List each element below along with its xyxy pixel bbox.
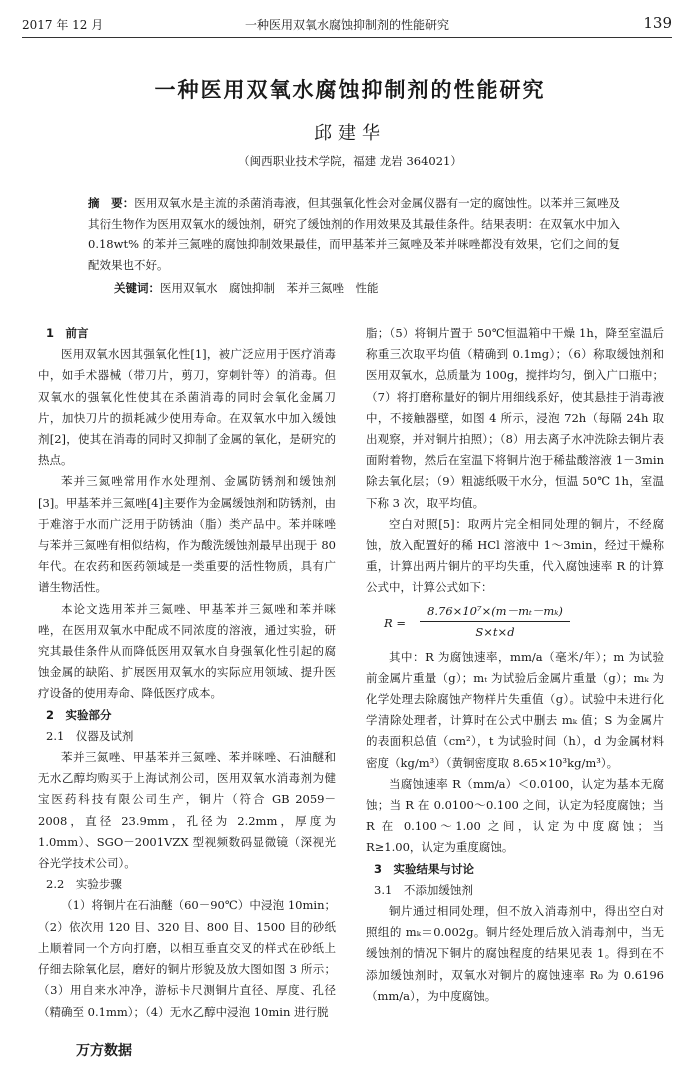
left-column (38, 323, 336, 1023)
paragraph: 医用双氧水因其强氧化性[1]，被广泛应用于医疗消毒中，如手术器械（带刀片，剪刀，穿刺针等）的消毒。但双氧水的强氧化性使其在杀菌消毒的同时会氧化金属刀片，加快刀片的损耗减少使用寿命。在双氧水中加入缓蚀剂[2]，使其在消毒的同时又抑制了金属的氧化，是研究的热点。 (38, 347, 336, 468)
abstract (88, 193, 620, 275)
paragraph: 当腐蚀速率 R（mm/a）＜0.0100，认定为基本无腐蚀；当 R 在 0.0100～0.100 之间，认定为轻度腐蚀；当 R 在 0.100～1.00 之间，认定为中度腐蚀；当 R≥1.00，认定为重度腐蚀。 (366, 776, 664, 855)
abstract-text: 医用双氧水是主流的杀菌消毒液，但其强氧化性会对金属仪器有一定的腐蚀性。以苯并三氮唑及其衍生物作为医用双氧水的缓蚀剂，研究了缓蚀剂的作用效果及其最佳条件。结果表明：在双氧水中加入 0.18wt% 的苯并三氮唑的腐蚀抑制效果最佳，而甲基苯并三氮唑及苯并咪唑都没有效果，它们之间的复配效果也不好。 (88, 196, 621, 272)
wanfang-logo: 万方数据 (76, 1043, 132, 1059)
right-column (366, 323, 664, 1007)
section-heading: 2.1 仪器及试剂 (46, 728, 134, 743)
header-divider (22, 37, 672, 38)
paragraph: 苯并三氮唑、甲基苯并三氮唑、苯并咪唑、石油醚和无水乙醇均购买于上海试剂公司，医用双氧水消毒剂为健宝医药科技有限公司生产，铜片（符合 GB 2059－2008，直径 23.9mm，孔径为 2.2mm，厚度为 1.0mm）、SGO－2001VZX 型视频数码显微镜（深视光谷光学技术公司）。 (38, 750, 336, 871)
paragraph: 铜片通过相同处理，但不放入消毒剂中，得出空白对照组的 mₖ＝0.002g。铜片经处理后放入消毒剂中，当无缓蚀剂的情况下铜片的腐蚀程度的结果见表 1。得到在不添加缓蚀剂时，双氧水对铜片的腐蚀速率 R₀ 为 0.6196（mm/a），为中度腐蚀。 (366, 904, 664, 1003)
section-heading: 3 实验结果与讨论 (374, 861, 475, 876)
formula-numerator: 8.76×10⁷×(m－mₜ－mₖ) (427, 603, 563, 618)
page-number: 139 (643, 14, 672, 32)
keywords-text: 医用双氧水 腐蚀抑制 苯并三氮唑 性能 (160, 281, 379, 295)
paragraph: 空白对照[5]：取两片完全相同处理的铜片，不经腐蚀，放入配置好的稀 HCl 溶液中 1～3min，经过干燥称重，计算出两片铜片的平均失重，代入腐蚀速率 R 的计算公式中，计算公式如下： (366, 516, 664, 595)
abstract-label: 摘 要： (88, 196, 135, 210)
paragraph: 本论文选用苯并三氮唑、甲基苯并三氮唑和苯并咪唑，在医用双氧水中配成不同浓度的溶液，通过实验，研究其最佳条件从而降低医用双氧水自身强氧化性引起的腐蚀金属的缺陷、扩展医用双氧水的实际应用领域、提升医疗设备的使用寿命、降低医疗成本。 (38, 601, 336, 701)
section-heading: 2.2 实验步骤 (46, 877, 122, 892)
keywords-label: 关键词： (114, 281, 160, 295)
corrosion-rate-formula (366, 601, 664, 643)
author: 邱建华 (314, 123, 386, 144)
header-running-title: 一种医用双氧水腐蚀抑制剂的性能研究 (244, 18, 449, 32)
section-heading: 1 前言 (46, 326, 89, 340)
section-heading: 2 实验部分 (46, 707, 112, 722)
paragraph: （1）将铜片在石油醚（60－90℃）中浸泡 10min；（2）依次用 120 目、320 目、800 目、1500 目的砂纸上顺着同一个方向打磨，以相互垂直交叉的样式在砂纸上仔细去除氧化层，磨好的铜片形貌及放大图如图 3 所示；（3）用自来水冲净，游标卡尺测铜片直径、厚度、孔径（精确至 0.1mm）；（4）无水乙醇中浸泡 10min 进行脱 (38, 898, 336, 1019)
formula-lhs: R = (384, 615, 406, 630)
paper-title: 一种医用双氧水腐蚀抑制剂的性能研究 (154, 78, 546, 102)
paragraph: 脂；（5）将铜片置于 50℃恒温箱中干燥 1h，降至室温后称重三次取平均值（精确到 0.1mg）；（6）称取缓蚀剂和医用双氧水，总质量为 100g，搅拌均匀，倒入广口瓶中；（7）将打磨称量好的铜片用细线系好，使其悬挂于消毒液中，不接触器壁，如图 4 所示，浸泡 72h（每隔 24h 取出观察，并对铜片拍照）；（8）用去离子水冲洗除去铜片表面附着物，然后在室温下将铜片泡于稀盐酸溶液 1－3min 除去氧化层；（9）粗滤纸吸干水分，恒温 50℃ 1h，室温下称 3 次，取平均值。 (366, 326, 664, 510)
keywords (114, 280, 379, 296)
formula-denominator: S×t×d (475, 624, 515, 639)
header-date: 2017 年 12 月 (22, 18, 104, 32)
running-header (22, 16, 672, 36)
section-heading: 3.1 不添加缓蚀剂 (374, 882, 473, 897)
paragraph: 苯并三氮唑常用作水处理剂、金属防锈剂和缓蚀剂[3]。甲基苯并三氮唑[4]主要作为金属缓蚀剂和防锈剂，由于难溶于水而广泛用于防锈油（脂）类产品中。苯并咪唑与苯并三氮唑有相似结构，作为酸洗缓蚀剂最早出现于 80 年代。在农药和医药领域是一类重要的活性物质，具有广谱生物活性。 (38, 474, 336, 595)
affiliation: （闽西职业技术学院，福建 龙岩 364021） (238, 154, 462, 168)
paragraph: 其中：R 为腐蚀速率，mm/a（毫米/年）；m 为试验前金属片重量（g）；mₜ 为试验后金属片重量（g）；mₖ 为化学处理去除腐蚀产物样片失重值（g）。试验中未进行化学清除处理者，计算时在公式中删去 mₖ 值；S 为金属片的表面积总值（cm²），t 为试验时间（h），d 为金属材料密度（kg/m³）（黄铜密度取 8.65×10³kg/m³）。 (366, 649, 664, 770)
